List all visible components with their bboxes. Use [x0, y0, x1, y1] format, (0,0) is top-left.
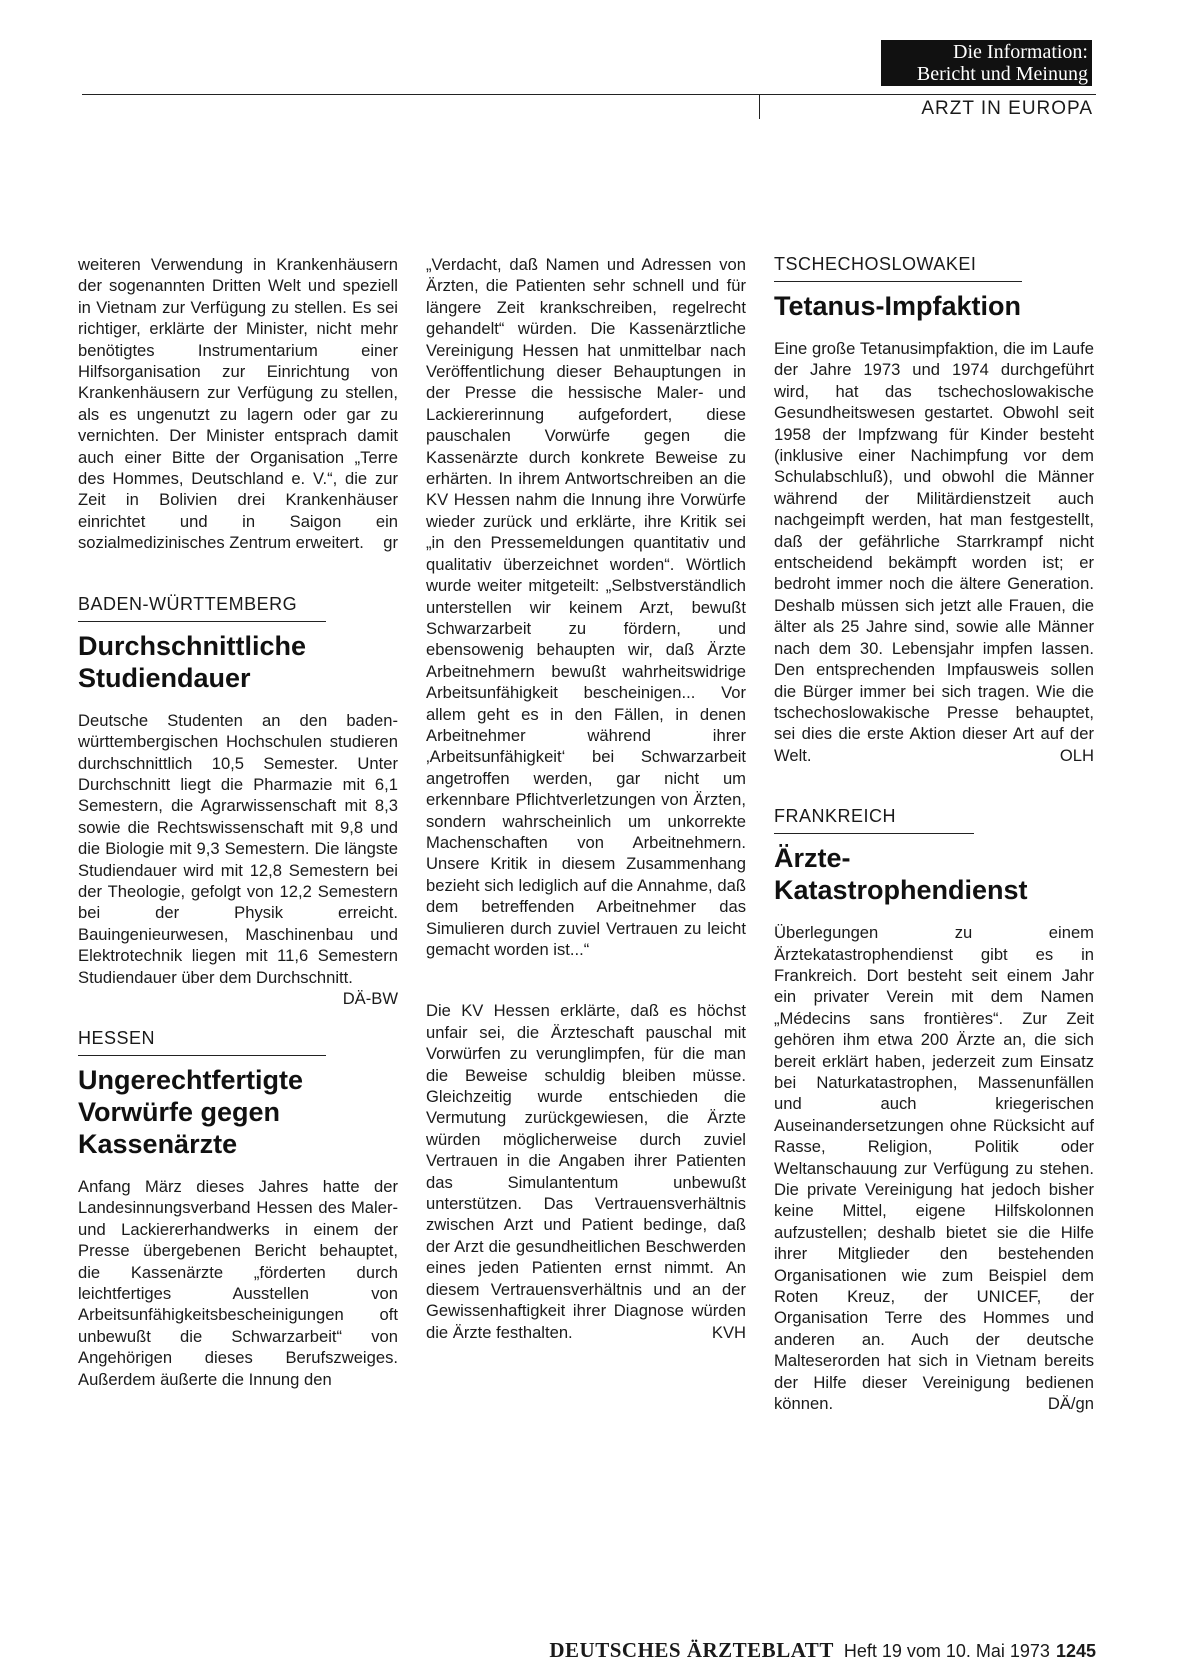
article-text: Eine große Tetanusimpfaktion, die im Laufe der Jahre 1973 und 1974 durchgeführt wird, hat das tschechoslowakische Gesundheitswesen gestartet. Obwohl seit 1958 der Impfzwang für Kinder besteht (inklusive einer Nachimpfung vor dem Schulabschluß), und obwohl die Männer während der Militärdienstzeit auch nachgeimpft werden, hat man festgestellt, daß der gefährliche Starrkrampf nicht entscheidend bekämpft worden ist; er bedroht immer noch die ältere Generation. Deshalb müssen sich jetzt alle Frauen, die älter als 25 Jahre sind, sowie alle Männer nach dem 30. Lebensjahr impfen lassen. Den entsprechenden Impfausweis sollen die Bürger immer bei sich tragen. Wie die tschechoslowakische Presse behauptet, sei dies die erste Aktion dieser Art auf der Welt.	[774, 339, 1094, 765]
article-katastrophendienst	[774, 922, 1094, 1414]
page-footer	[484, 1638, 1096, 1663]
issue-info: Heft 19 vom 10. Mai 1973	[843, 1641, 1050, 1661]
author-signature: DÄ/gn	[1047, 1394, 1094, 1414]
region-label-tschechoslowakei: TSCHECHOSLOWAKEI	[774, 254, 1022, 282]
author-signature: DÄ-BW	[342, 988, 398, 1008]
journal-title: DEUTSCHES ÄRZTEBLATT	[549, 1638, 834, 1662]
headline-tetanus: Tetanus-Impfaktion	[774, 291, 1022, 321]
article-tetanus	[774, 338, 1094, 766]
column-1	[78, 254, 398, 1390]
author-signature: OLH	[1059, 745, 1094, 765]
article-text: Die KV Hessen erklärte, daß es höchst unfair sei, die Ärzteschaft pauschal mit Vorwürfen zu verunglimpfen, für die man die Beweise schuldig bleiben müsse. Gleichzeitig wurde entschieden die Vermutung zurückgewiesen, die Ärzte würden möglicherweise durch zuviel Vertrauen in die Angaben ihrer Patienten das Simulantentum unbewußt unterstützen. Das Vertrauensverhältnis zwischen Arzt und Patient bedinge, daß der Arzt die gesundheitlichen Beschwerden eines jeden Patienten ernst nimmt. An diesem Vertrauensverhältnis und an der Gewissenhaftigkeit ihrer Diagnose würden die Ärzte festhalten.	[426, 1001, 746, 1342]
article-kv-hessen-statement	[426, 1000, 746, 1343]
column-3	[774, 254, 1094, 1414]
article-text: weiteren Verwendung in Krankenhäusern der sogenannten Dritten Welt und speziell in Vietnam zur Verfügung zu stellen. Es sei richtiger, erklärte der Minister, nicht mehr benötigtes Instrumentarium einer Hilfsorganisation zur Einrichtung von Krankenhäusern zur Verfügung zu stellen, als es ungenutzt zu lagern oder gar zu vernichten. Der Minister entsprach damit auch einer Bitte der Organisation „Terre des Hommes, Deutschland e. V.“, die zur Zeit in Bolivien drei Krankenhäuser einrichtet und in Saigon ein sozialmedizinisches Zentrum erweitert.	[78, 255, 398, 553]
author-signature: gr	[383, 533, 398, 553]
region-label-hessen: HESSEN	[78, 1028, 326, 1056]
region-label-frankreich: FRANKREICH	[774, 806, 974, 834]
article-studiendauer	[78, 710, 398, 1008]
headline-studiendauer: Durchschnittliche Studiendauer	[78, 630, 307, 693]
headline-katastrophendienst: Ärzte-Katastrophendienst	[774, 843, 1028, 906]
rubric-line-2: Bericht und Meinung	[916, 63, 1088, 85]
section-label: ARZT IN EUROPA	[921, 98, 1093, 119]
article-text: Überlegungen zu einem Ärztekatastrophendienst gibt es in Frankreich. Dort besteht seit einem Jahr ein privater Verein mit dem Namen „Médecins sans frontières“. Zur Zeit gehören ihm etwa 200 Ärzte an, die sich bereit erklärt haben, jederzeit zum Einsatz bei Naturkatastrophen, Massenunfällen und auch kriegerischen Auseinandersetzungen ohne Rücksicht auf Rasse, Religion, Politik oder Weltanschauung zur Verfügung zu stehen. Die private Vereinigung hat jedoch bisher keine Mittel, eigene Hilfskolonnen aufzustellen; deshalb bietet sie die Hilfe ihrer Mitglieder den bestehenden Organisationen wie zum Beispiel dem Roten Kreuz, der UNICEF, der Organisation Terre des Hommes und anderen an. Auch der deutsche Malteserorden hat sich in Vietnam bereits der Hilfe dieser Vereinigung bedienen können.	[774, 923, 1094, 1414]
header-vertical-rule	[759, 94, 760, 119]
page-number: 1245	[1055, 1641, 1096, 1661]
rubric-line-1: Die Information:	[953, 41, 1088, 63]
author-signature: KVH	[711, 1322, 746, 1342]
header-rule	[82, 94, 1096, 95]
article-text: Deutsche Studenten an den baden-württembergischen Hochschulen studieren durchschnittlich 10,5 Semester. Unter Durchschnitt liegt die Pharmazie mit 6,1 Semestern, die Agrarwissenschaft mit 8,3 sowie die Rechtswissenschaft mit 9,8 und die Biologie mit 9,3 Semestern. Die längste Studiendauer wird mit 12,8 Semestern bei der Theologie, gefolgt von 12,2 Semestern bei der Physik erreicht. Bauingenieurwesen, Maschinenbau und Elektrotechnik liegen mit 11,6 Semestern Studiendauer über dem Durchschnitt.	[78, 710, 398, 987]
headline-kassenaerzte: Ungerechtfertigte Vorwürfe gegen Kassenärzte	[78, 1064, 304, 1159]
article-kassenaerzte-start: Anfang März dieses Jahres hatte der Landesinnungsverband Hessen des Maler- und Lackiererhandwerks in einem der Presse übergebenen Bericht behauptet, die Kassenärzte „förderten durch leichtfertiges Ausstellen von Arbeitsunfähigkeitsbescheinigungen oft unbewußt die Schwarzarbeit“ von Angehörigen dieses Berufszweiges. Außerdem äußerte die Innung den	[78, 1176, 398, 1389]
rubric-box	[881, 40, 1092, 86]
article-continuation	[78, 254, 398, 554]
region-label-baden-wuerttemberg: BADEN-WÜRTTEMBERG	[78, 594, 326, 622]
column-2	[426, 254, 746, 1343]
article-kassenaerzte-continued: „Verdacht, daß Namen und Adressen von Ärzten, die Patienten sehr schnell und für längere Zeit krankschreiben, regelrecht gehandelt“ würden. Die Kassenärztliche Vereinigung Hessen hat unmittelbar nach Veröffentlichung dieser Behauptungen in der Presse die hessische Maler- und Lackiererinnung aufgefordert, diese pauschalen Vorwürfe gegen die Kassenärzte durch konkrete Beweise zu erhärten. In ihrem Antwortschreiben an die KV Hessen nahm die Innung ihre Vorwürfe wieder zurück und erklärte, ihre Kritik sei „in den Pressemeldungen quantitativ und qualitativ überzeichnet worden“. Wörtlich wurde weiter mitgeteilt: „Selbstverständlich unterstellen wir keinem Arzt, bewußt Schwarzarbeit zu fördern, und ebensowenig behaupten wir, daß Ärzte Arbeitnehmern bewußt wahrheitswidrige Arbeitsunfähigkeit bescheinigen... Vor allem geht es in den Fällen, in denen Arbeitnehmer während ihrer ‚Arbeitsunfähigkeit‘ bei Schwarzarbeit angetroffen werden, gar nicht um erkennbare Pflichtverletzungen von Ärzten, sondern wahrscheinlich um unkorrekte Machenschaften von Arbeitnehmern. Unsere Kritik in diesem Zusammenhang bezieht sich lediglich auf die Annahme, daß dem betreffenden Arbeitnehmer das Simulieren durch zuviel Vertrauen zu leicht gemacht worden ist...“	[426, 255, 746, 959]
